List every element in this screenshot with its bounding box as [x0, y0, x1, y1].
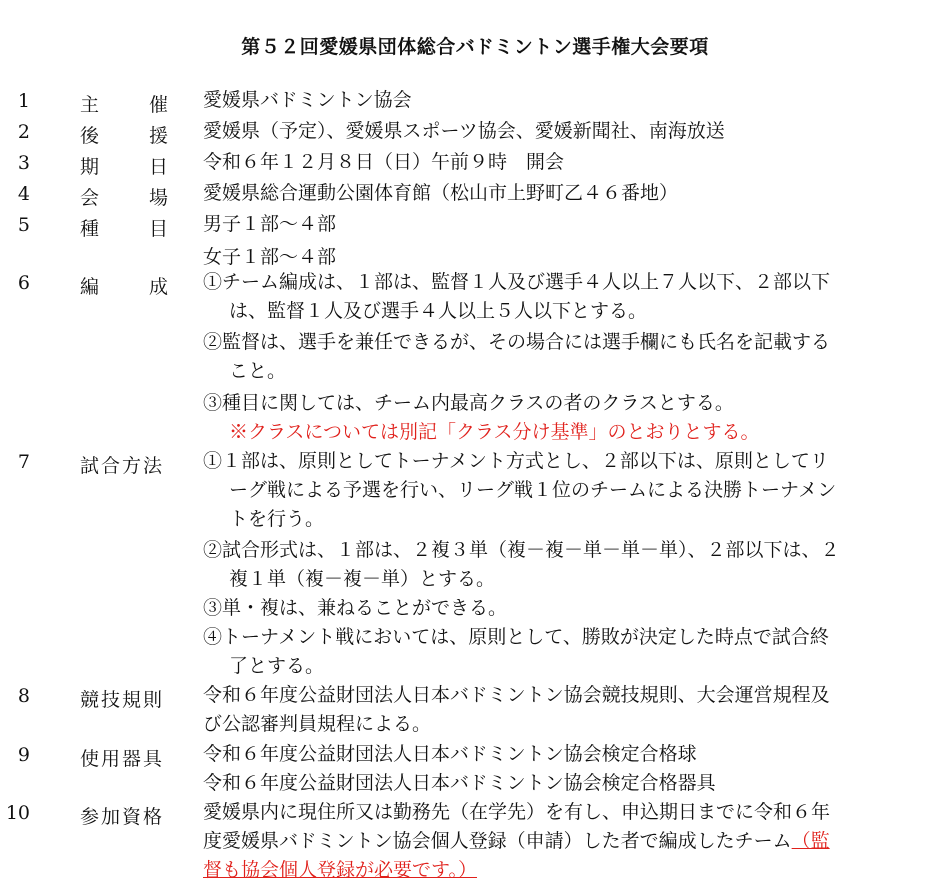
item-number: 4 [17, 183, 30, 205]
item-number: 6 [17, 272, 30, 294]
class-note: ※クラスについては別記「クラス分け基準」のとおりとする。 [229, 421, 760, 443]
manager-registration-note: （監 [791, 830, 830, 852]
item-content: ①１部は、原則としてトーナメント方式とし、２部以下は、原則としてリ ーグ戦による予選を行い、リーグ戦１位のチームによる決勝トーナメン トを行う。 ②試合形式は、１部は、２複３単（複－複－単－単－単）、２部以下は、２ 複１単（複－複－単）とする。 ③単・複は、兼ねることができる。 ④トーナメント戦においては、原則として、勝敗が決定した時点で試合終 了とする。 [203, 450, 840, 677]
document-title: 第５２回愛媛県団体総合バドミントン選手権大会要項 [241, 36, 709, 58]
item-number: 3 [17, 152, 30, 174]
item-number: 2 [17, 121, 30, 143]
item-content: ①チーム編成は、１部は、監督１人及び選手４人以上７人以下、２部以下 は、監督１人及び選手４人以上５人以下とする。 ②監督は、選手を兼任できるが、その場合には選手欄にも氏名を記載する こと。 ③種目に関しては、チーム内最高クラスの者のクラスとする。 ※クラスについては別記「クラス分け基準」のとおりとする。 [203, 268, 893, 447]
manager-registration-note-cont: 督も協会個人登録が必要です。） [203, 859, 477, 881]
item-label: 競技規則 [80, 689, 165, 711]
item-content: 令和６年１２月８日（日）午前９時 開会 [203, 151, 565, 173]
item-label: 種 目 [80, 218, 168, 240]
item-content: 愛媛県バドミントン協会 [203, 89, 412, 111]
item-number: 9 [17, 744, 30, 766]
item-number: 1 [17, 90, 30, 112]
item-number: 8 [17, 685, 30, 707]
item-content: 令和６年度公益財団法人日本バドミントン協会検定合格球 令和６年度公益財団法人日本バドミントン協会検定合格器具 [203, 743, 716, 794]
item-label: 主 催 [80, 94, 168, 116]
item-number: 5 [17, 214, 30, 236]
item-content: 愛媛県（予定）、愛媛県スポーツ協会、愛媛新聞社、南海放送 [203, 120, 725, 142]
item-label: 使用器具 [80, 748, 165, 770]
item-label: 編 成 [80, 276, 168, 298]
item-content: 男子１部〜４部 女子１部〜４部 [203, 213, 337, 268]
item-label: 期 日 [80, 156, 168, 178]
item-number: 7 [17, 451, 30, 473]
item-label: 試合方法 [80, 455, 165, 477]
item-number: 10 [5, 802, 30, 824]
item-label: 参加資格 [80, 806, 165, 828]
item-content: 令和６年度公益財団法人日本バドミントン協会競技規則、大会運営規程及 び公認審判員規程による。 [203, 684, 830, 735]
item-content: 愛媛県内に現住所又は勤務先（在学先）を有し、申込期日までに令和６年 度愛媛県バドミントン協会個人登録（申請）した者で編成したチーム（監 督も協会個人登録が必要です。） [203, 798, 893, 885]
item-label: 後 援 [80, 125, 168, 147]
item-label: 会 場 [80, 187, 168, 209]
item-content: 愛媛県総合運動公園体育館（松山市上野町乙４６番地） [203, 182, 679, 204]
